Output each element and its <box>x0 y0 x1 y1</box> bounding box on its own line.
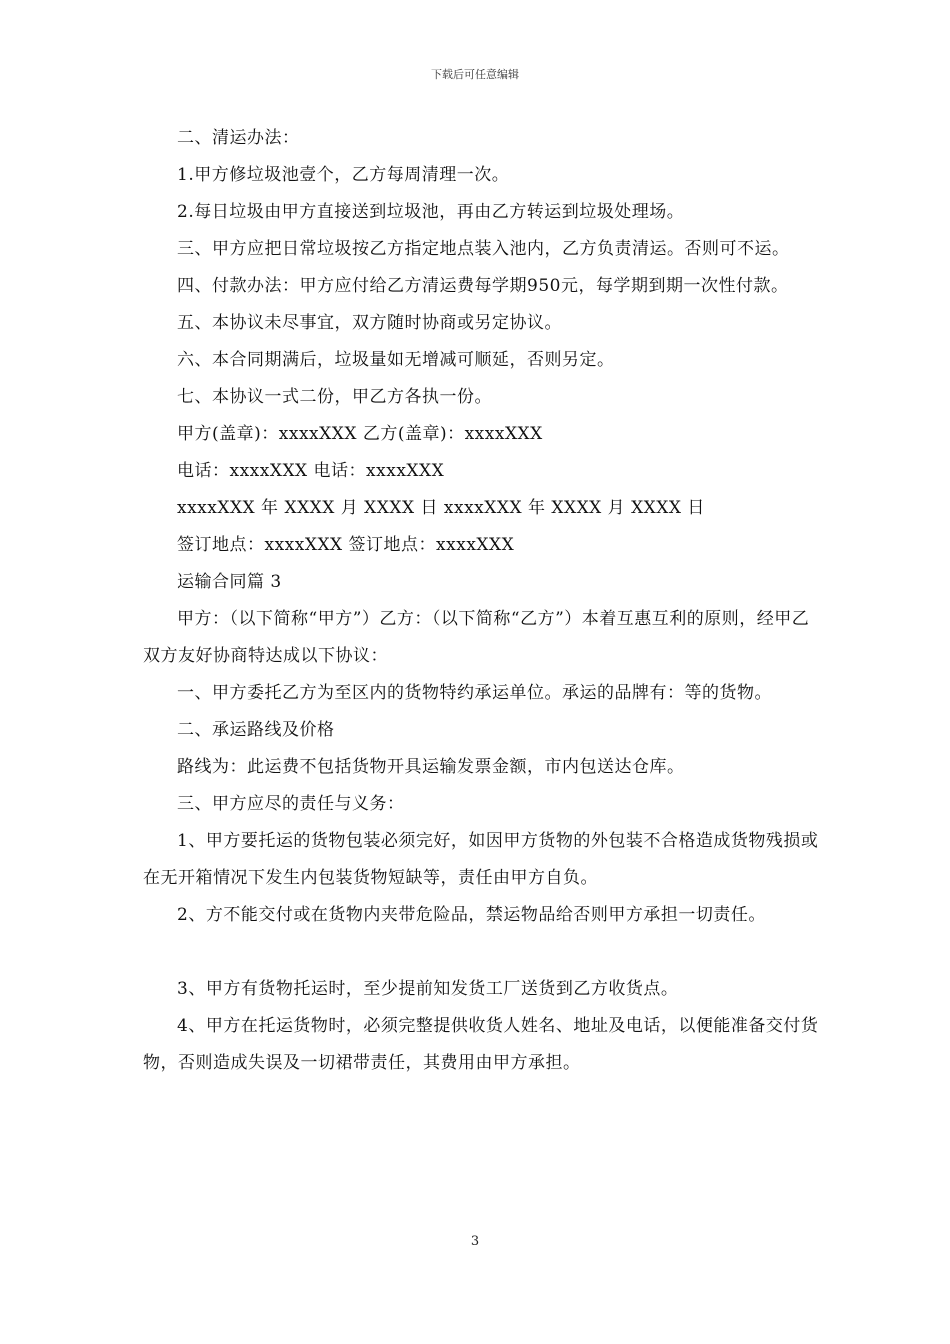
signature-line-date: xxxxXXX 年 XXXX 月 XXXX 日 xxxxXXX 年 XXXX 月 XXXX 日 <box>177 498 705 518</box>
page-header-note: 下载后可任意编辑 <box>431 68 519 81</box>
signature-line-phone: 电话：xxxxXXX 电话：xxxxXXX <box>177 461 445 481</box>
paragraph-route-heading: 二、承运路线及价格 <box>177 720 335 740</box>
paragraph-entrustment: 一、甲方委托乙方为至区内的货物特约承运单位。承运的品牌有：等的货物。 <box>177 683 772 703</box>
paragraph-obligation-1: 1、甲方要托运的货物包装必须完好，如因甲方货物的外包装不合格造成货物残损或在无开箱情况下发生内包装货物短缺等，责任由甲方自负。 <box>143 831 819 888</box>
signature-line-place: 签订地点：xxxxXXX 签订地点：xxxxXXX <box>177 535 515 555</box>
paragraph-obligation-2: 2、方不能交付或在货物内夹带危险品，禁运物品给否则甲方承担一切责任。 <box>177 905 766 925</box>
paragraph-preamble: 甲方：（以下简称“甲方”）乙方：（以下简称“乙方”）本着互惠互利的原则，经甲乙双方友好协商特达成以下协议： <box>143 609 810 666</box>
signature-line-parties: 甲方(盖章)：xxxxXXX 乙方(盖章)：xxxxXXX <box>177 424 543 444</box>
paragraph-payment: 四、付款办法：甲方应付给乙方清运费每学期950元，每学期到期一次性付款。 <box>177 276 789 296</box>
paragraph-item-1: 1.甲方修垃圾池壹个，乙方每周清理一次。 <box>177 165 510 185</box>
paragraph-clause-5: 五、本协议未尽事宜，双方随时协商或另定协议。 <box>177 313 562 333</box>
paragraph-route: 路线为：此运费不包括货物开具运输发票金额，市内包送达仓库。 <box>177 757 685 777</box>
paragraph-cleanup-method: 二、清运办法： <box>177 128 300 148</box>
section-heading-transport-contract: 运输合同篇 3 <box>177 572 282 592</box>
paragraph-clause-3: 三、甲方应把日常垃圾按乙方指定地点装入池内，乙方负责清运。否则可不运。 <box>177 239 790 259</box>
paragraph-item-2: 2.每日垃圾由甲方直接送到垃圾池，再由乙方转运到垃圾处理场。 <box>177 202 685 222</box>
paragraph-clause-6: 六、本合同期满后，垃圾量如无增减可顺延，否则另定。 <box>177 350 615 370</box>
paragraph-obligations-heading: 三、甲方应尽的责任与义务： <box>177 794 405 814</box>
paragraph-clause-7: 七、本协议一式二份，甲乙方各执一份。 <box>177 387 492 407</box>
paragraph-obligation-4: 4、甲方在托运货物时，必须完整提供收货人姓名、地址及电话，以便能准备交付货物，否则造成失误及一切裙带责任，其费用由甲方承担。 <box>143 1016 819 1073</box>
page-number: 3 <box>470 1234 480 1249</box>
blank-line <box>143 934 823 971</box>
document-body <box>143 120 823 1082</box>
paragraph-obligation-3: 3、甲方有货物托运时，至少提前知发货工厂送货到乙方收货点。 <box>177 979 679 999</box>
